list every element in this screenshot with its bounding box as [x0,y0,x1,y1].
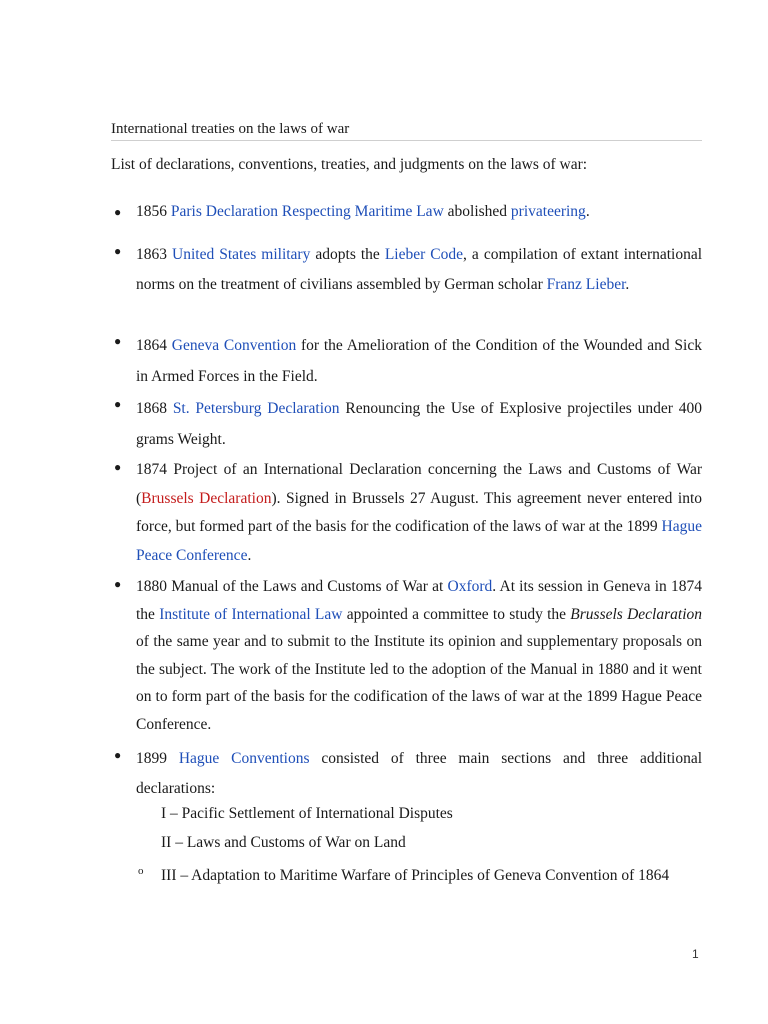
page-title: International treaties on the laws of war [111,120,702,141]
list-item: 1874 Project of an International Declaration concerning the Laws and Customs of War (Brussels Declaration). Signed in Brussels 27 August. This agreement never entered into force, but formed part of the basis for the codification of the laws of war at the 1899 Hague Peace Conference. [136,461,703,564]
link-geneva-convention[interactable]: Geneva Convention [171,337,297,354]
bullet-icon: ● [114,397,122,411]
bullet-icon: ● [114,205,122,219]
circle-bullet-icon: o [138,865,144,877]
link-lieber-code[interactable]: Lieber Code [384,246,464,263]
sub-list-item: II – Laws and Customs of War on Land [161,834,406,851]
link-united-states-military[interactable]: United States military [172,246,311,263]
list-item: 1899 Hague Conventions consisted of three main sections and three additional declarations: [136,750,703,797]
link-franz-lieber[interactable]: Franz Lieber [546,275,626,293]
bullet-icon: ● [114,334,122,348]
list-item: 1868 St. Petersburg Declaration Renouncing the Use of Explosive projectiles under 400 grams Weight. [136,400,702,448]
link-privateering[interactable]: privateering [510,203,586,220]
intro-text: List of declarations, conventions, treaties, and judgments on the laws of war: [111,156,588,173]
page-number: 1 [692,947,699,961]
link-institute-of-international-law[interactable]: Institute of International Law [159,605,343,623]
bullet-icon: ● [114,460,122,474]
bullet-icon: ● [114,244,122,258]
sub-list-item: III – Adaptation to Maritime Warfare of Principles of Geneva Convention of 1864 [161,867,670,884]
link-oxford[interactable]: Oxford [447,578,493,595]
list-item: 1880 Manual of the Laws and Customs of War at Oxford. At its session in Geneva in 1874 the Institute of International Law appointed a committee to study the Brussels Declaration of the same year and to submit to the Institute its opinion and supplementary proposals on the subject. The work of the Institute led to the adoption of the Manual in 1880 and it went on to form part of the basis for the codification of the laws of war at the 1899 Hague Peace Conference. [136,578,702,733]
list-item: 1863 United States military adopts the Lieber Code, a compilation of extant international norms on the treatment of civilians assembled by German scholar Franz Lieber. [136,246,703,293]
list-item: 1864 Geneva Convention for the Amelioration of the Condition of the Wounded and Sick in Armed Forces in the Field. [136,337,702,385]
bullet-icon: ● [114,748,122,762]
sub-list-item: I – Pacific Settlement of International Disputes [161,805,453,822]
link-paris-declaration[interactable]: Paris Declaration Respecting Maritime Law [170,203,444,220]
link-brussels-declaration[interactable]: Brussels Declaration [141,489,272,507]
link-hague-peace-conference[interactable]: Hague Peace Conference [136,518,702,564]
link-hague-conventions[interactable]: Hague Conventions [178,750,310,767]
bullet-icon: ● [114,577,122,591]
link-st-petersburg-declaration[interactable]: St. Petersburg Declaration [172,400,340,417]
list-item: 1856 Paris Declaration Respecting Maritime Law abolished privateering. [136,203,590,220]
